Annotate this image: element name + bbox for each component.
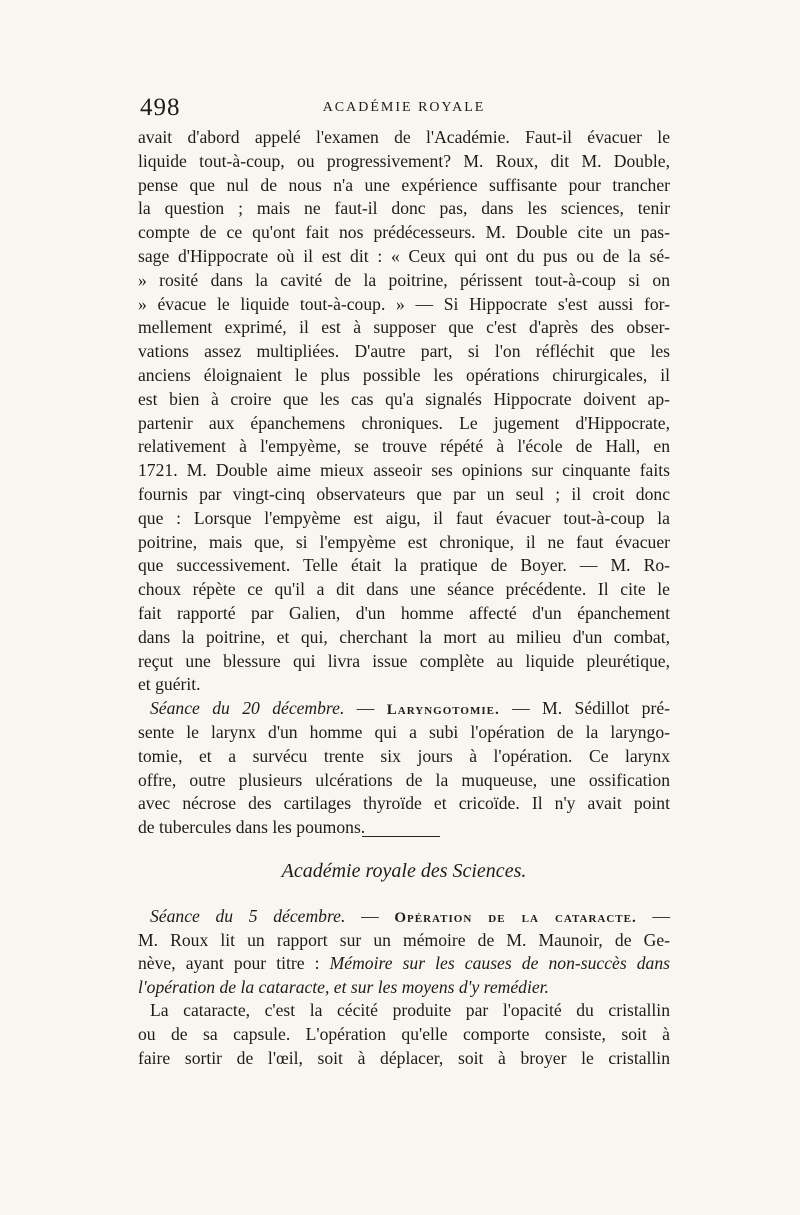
text-line: ou de sa capsule. L'opération qu'elle comporte consiste, soit à — [138, 1023, 670, 1044]
text-line: sente le larynx d'un homme qui a subi l'opération de la laryngo- — [138, 721, 670, 742]
text-line: » évacue le liquide tout-à-coup. » — Si Hippocrate s'est aussi for- — [138, 293, 670, 314]
text-line: La cataracte, c'est la cécité produite par l'opacité du cristallin — [150, 1000, 670, 1021]
text-line: tomie, et a survécu trente six jours à l'opération. Ce larynx — [138, 745, 670, 766]
section-title: Académie royale des Sciences. — [281, 860, 527, 882]
text-line: reçut une blessure qui livra issue complète au liquide pleurétique, — [138, 650, 670, 671]
text-line: » rosité dans la cavité de la poitrine, périssent tout-à-coup si on — [138, 269, 670, 290]
text-line: avec nécrose des cartilages thyroïde et cricoïde. Il n'y avait point — [138, 793, 670, 814]
sciences-text — [138, 905, 670, 1070]
text-line: fournis par vingt-cinq observateurs que par un seul ; il croit donc — [138, 483, 670, 504]
text-line: fait rapporté par Galien, d'un homme affecté d'un épanchement — [138, 602, 670, 623]
text-line: faire sortir de l'œil, soit à déplacer, soit à broyer le cristallin — [138, 1047, 670, 1068]
section-keyword: Opération de la cataracte. — [394, 910, 637, 926]
text-line: que successivement. Telle était la pratique de Boyer. — M. Ro- — [138, 555, 670, 576]
text-line: sage d'Hippocrate où il est dit : « Ceux qui ont du pus ou de la sé- — [138, 245, 670, 266]
text-line: 1721. M. Double aime mieux asseoir ses opinions sur cinquante faits — [138, 460, 670, 481]
seance-date: Séance du 5 décembre. — [150, 906, 346, 926]
text-line: et guérit. — [138, 674, 201, 695]
text-line: vations assez multipliées. D'autre part, si l'on réfléchit que les — [138, 341, 670, 362]
page-number: 498 — [140, 94, 181, 121]
text-line: M. Roux lit un rapport sur un mémoire de M. Maunoir, de Ge- — [138, 929, 670, 950]
text-line: partenir aux épanchemens chroniques. Le jugement d'Hippocrate, — [138, 412, 670, 433]
text-line: choux répète ce qu'il a dit dans une séance précédente. Il cite le — [138, 579, 670, 600]
main-text — [138, 126, 670, 840]
text-line: relativement à l'empyème, se trouve répété à l'école de Hall, en — [138, 436, 670, 457]
text-line: avait d'abord appelé l'examen de l'Académie. Faut-il évacuer le — [138, 127, 670, 147]
text-line: anciens éloignaient le plus possible les opérations chirurgicales, il — [138, 364, 670, 385]
text-line: de tubercules dans les poumons. — [138, 817, 366, 838]
text-line: est bien à croire que les cas qu'a signalés Hippocrate doivent ap- — [138, 388, 670, 409]
seance-heading-cataracte: Séance du 5 décembre. — Opération de la cataracte. — — [150, 906, 671, 926]
text-line: que : Lorsque l'empyème est aigu, il faut évacuer tout-à-coup la — [138, 507, 670, 528]
text-line: la question ; mais ne faut-il donc pas, dans les sciences, tenir — [138, 198, 670, 219]
text-line: nève, ayant pour titre : Mémoire sur les causes de non-succès dans — [138, 953, 670, 974]
running-head: ACADÉMIE ROYALE — [322, 100, 486, 115]
seance-heading-laryngotomie: Séance du 20 décembre. — Laryngotomie. — M. Sédillot pré- — [150, 698, 671, 719]
page-header — [140, 94, 668, 124]
text-line: liquide tout-à-coup, ou progressivement? M. Roux, dit M. Double, — [138, 150, 670, 171]
text-line: dans la poitrine, et qui, cherchant la mort au milieu d'un combat, — [138, 626, 670, 647]
text-line: offre, outre plusieurs ulcérations de la muqueuse, une ossification — [138, 769, 670, 790]
text-line: pense que nul de nous n'a une expérience suffisante pour trancher — [138, 174, 670, 195]
text-line: compte de ce qu'ont fait nos prédécesseurs. M. Double cite un pas- — [138, 222, 670, 243]
text-line: mellement exprimé, il est à supposer que c'est d'après des obser- — [138, 317, 670, 338]
seance-date: Séance du 20 décembre. — [150, 698, 345, 719]
section-keyword: Laryngotomie. — [386, 702, 500, 719]
text-line: l'opération de la cataracte, et sur les moyens d'y remédier. — [138, 976, 549, 997]
text-line: poitrine, mais que, si l'empyème est chronique, il ne faut évacuer — [138, 531, 670, 552]
section-divider — [362, 836, 440, 837]
